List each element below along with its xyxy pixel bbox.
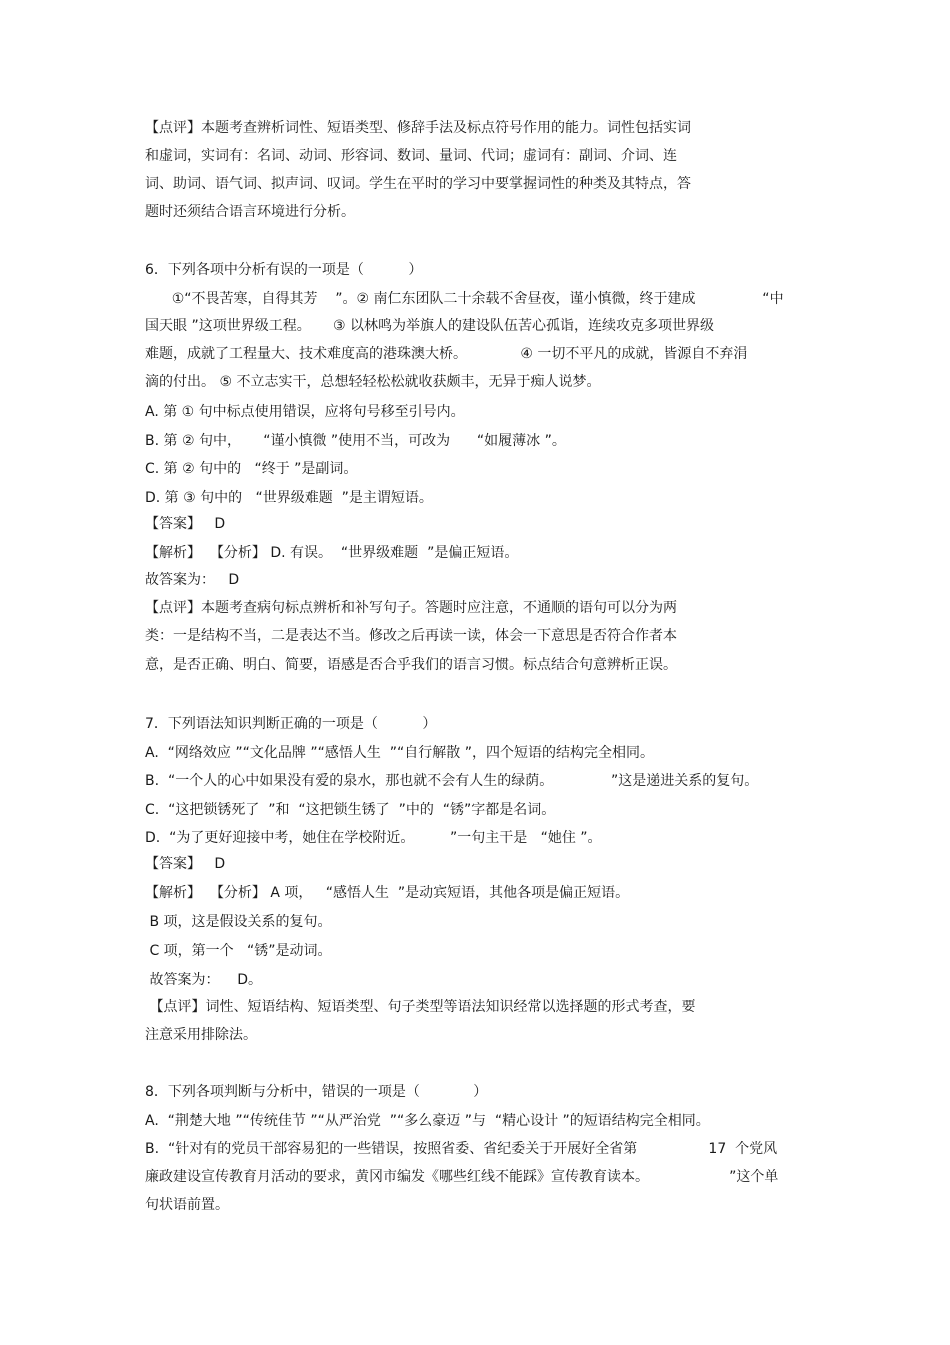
option-b: B. 第 ② 句中， “谨小慎微 ”使用不当，可改为 “如履薄冰 ”。 (145, 433, 566, 449)
text-line: 句状语前置。 (145, 1197, 229, 1213)
text-line: 廉政建设宣传教育月活动的要求，黄冈市编发《哪些红线不能踩》宣传教育读本。 ”这个单 (145, 1169, 779, 1185)
option-b: B. “一个人的心中如果没有爱的泉水，那也就不会有人生的绿荫。 ”这是递进关系的复句。 (145, 773, 759, 789)
question-6-stem: 6．下列各项中分析有误的一项是（ ） (145, 262, 423, 278)
comment: 【点评】词性、短语结构、短语类型、句子类型等语法知识经常以选择题的形式考查，要 (145, 999, 696, 1015)
final-answer: 故答案为： D (145, 572, 240, 588)
text-line: 题时还须结合语言环境进行分析。 (145, 204, 355, 220)
option-a: A. “网络效应 ”“文化品牌 ”“感悟人生 ”“自行解散 ”，四个短语的结构完全相同。 (145, 745, 654, 761)
option-c: C. “这把锁锈死了 ”和 “这把锁生锈了 ”中的 “锈”字都是名词。 (145, 802, 556, 818)
text-line: B 项，这是假设关系的复句。 (145, 914, 332, 930)
text-line: C 项，第一个 “锈”是动词。 (145, 943, 332, 959)
analysis: 【解析】 【分析】 D. 有误。 “世界级难题 ”是偏正短语。 (145, 545, 519, 561)
answer: 【答案】 D (145, 856, 226, 872)
answer: 【答案】 D (145, 516, 226, 532)
option-d: D. 第 ③ 句中的 “世界级难题 ”是主谓短语。 (145, 490, 433, 506)
comment: 【点评】本题考查病句标点辨析和补写句子。答题时应注意，不通顺的语句可以分为两 (145, 600, 677, 616)
option-d: D. “为了更好迎接中考，她住在学校附近。 ”一句主干是 “她住 ”。 (145, 830, 602, 846)
analysis: 【解析】 【分析】 A 项， “感悟人生 ”是动宾短语，其他各项是偏正短语。 (145, 885, 630, 901)
text-line: ①“不畏苦寒，自得其芳 ”。② 南仁东团队二十余载不舍昼夜，谨小慎微，终于建成 “中 (145, 291, 784, 307)
text-line: 词、助词、语气词、拟声词、叹词。学生在平时的学习中要掌握词性的种类及其特点，答 (145, 176, 691, 192)
option-a: A. 第 ① 句中标点使用错误，应将句号移至引号内。 (145, 404, 465, 420)
text-line: 【点评】本题考查辨析词性、短语类型、修辞手法及标点符号作用的能力。词性包括实词 (145, 120, 691, 136)
question-8-stem: 8．下列各项判断与分析中，错误的一项是（ ） (145, 1084, 488, 1100)
option-c: C. 第 ② 句中的 “终于 ”是副词。 (145, 461, 358, 477)
option-a: A. “荆楚大地 ”“传统佳节 ”“从严治党 ”“多么豪迈 ”与 “精心设计 ”的短语结构完全相同。 (145, 1113, 710, 1129)
text-line: 国天眼 ”这项世界级工程。 ③ 以林鸣为举旗人的建设队伍苦心孤诣，连续攻克多项世界级 (145, 318, 714, 334)
option-b: B. “针对有的党员干部容易犯的一些错误，按照省委、省纪委关于开展好全省第 17 个党风 (145, 1141, 778, 1157)
text-line: 难题，成就了工程量大、技术难度高的港珠澳大桥。 ④ 一切不平凡的成就，皆源自不弃涓 (145, 346, 748, 362)
text-line: 和虚词，实词有：名词、动词、形容词、数词、量词、代词；虚词有：副词、介词、连 (145, 148, 677, 164)
text-line: 注意采用排除法。 (145, 1027, 257, 1043)
text-line: 类：一是结构不当，二是表达不当。修改之后再读一读，体会一下意思是否符合作者本 (145, 628, 677, 644)
text-line: 滴的付出。 ⑤ 不立志实干，总想轻轻松松就收获颇丰，无异于痴人说梦。 (145, 374, 601, 390)
text-line: 意，是否正确、明白、简要，语感是否合乎我们的语言习惯。标点结合句意辨析正误。 (145, 657, 677, 673)
final-answer: 故答案为： D。 (145, 972, 263, 988)
question-7-stem: 7．下列语法知识判断正确的一项是（ ） (145, 716, 437, 732)
